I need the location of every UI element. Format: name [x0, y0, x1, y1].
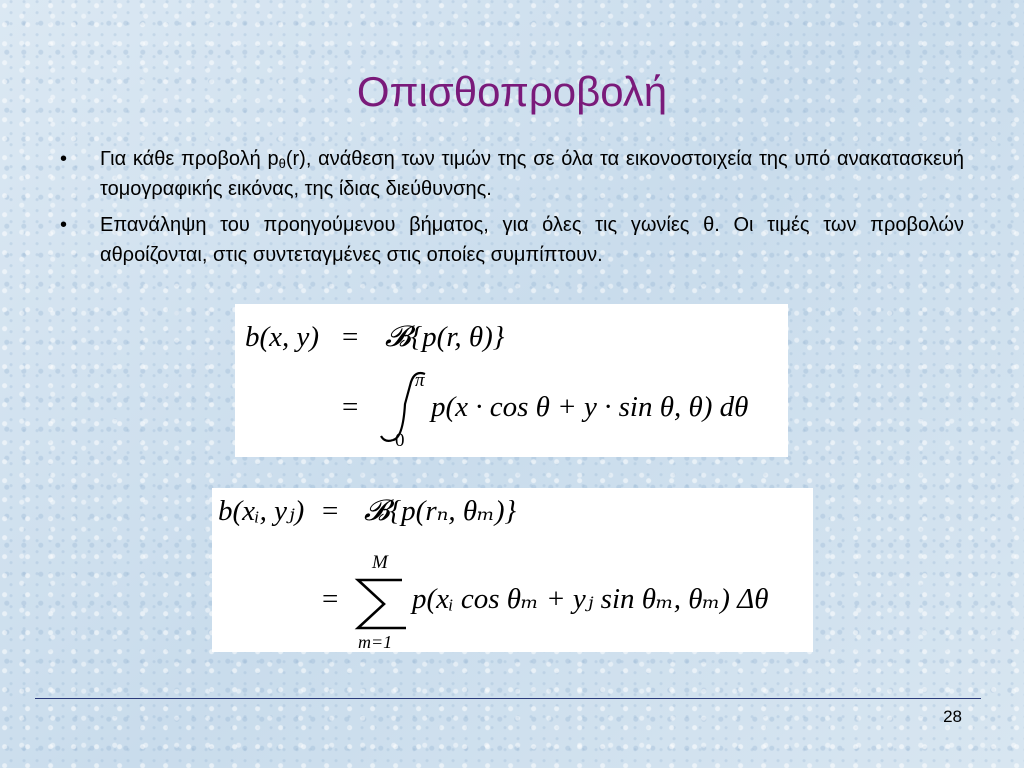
- bullet-text: Επανάληψη του προηγούμενου βήματος, για όλες τις γωνίες θ. Οι τιμές των προβολών αθροίζονται, στις συντεταγμένες στις οποίες συμπίπτουν.: [100, 214, 964, 266]
- eq2-equals-1: =: [322, 495, 339, 527]
- eq1-integrand: p(x · cos θ + y · sin θ, θ) dθ: [431, 391, 749, 423]
- bullet-item-2: [60, 210, 964, 270]
- bullet-text-part2: (r), ανάθεση των τιμών της σε όλα τα εικονοστοιχεία της υπό ανακατασκευή τομογραφικής εικόνας, της ίδιας διεύθυνσης.: [100, 148, 964, 200]
- eq2-sum-upper: M: [372, 552, 388, 573]
- equation-backprojection-integral: [235, 304, 788, 457]
- equation-2-graphic: [212, 488, 813, 652]
- bullet-marker: •: [60, 214, 68, 236]
- eq1-equals-2: =: [342, 391, 359, 423]
- slide-title: Οπισθοπροβολή: [356, 68, 668, 115]
- eq1-equals-1: =: [342, 321, 359, 353]
- eq2-rhs1: 𝓑{p(rₙ, θₘ)}: [364, 495, 517, 527]
- eq2-equals-2: =: [322, 583, 339, 615]
- eq1-lhs: b(x, y): [245, 321, 320, 353]
- sum-sign: [358, 580, 406, 628]
- bullet-subscript: θ: [278, 156, 286, 171]
- eq2-summand: p(xᵢ cos θₘ + yⱼ sin θₘ, θₘ) Δθ: [412, 583, 769, 615]
- eq1-integral-lower: 0: [395, 430, 405, 451]
- eq2-lhs: b(xᵢ, yⱼ): [218, 495, 305, 527]
- bullet-list: [60, 144, 964, 276]
- bullet-marker: •: [60, 148, 68, 170]
- page-number: 28: [943, 707, 962, 726]
- equation-1-graphic: [235, 304, 788, 457]
- footer-divider: [35, 698, 981, 699]
- eq1-integral-upper: π: [415, 370, 425, 391]
- equation-backprojection-sum: [212, 488, 813, 652]
- bullet-item-1: [60, 144, 964, 204]
- eq2-sum-lower: m=1: [358, 632, 393, 652]
- eq1-rhs1: 𝓑{p(r, θ)}: [385, 321, 505, 353]
- bullet-text-part1: Για κάθε προβολή p: [100, 148, 279, 170]
